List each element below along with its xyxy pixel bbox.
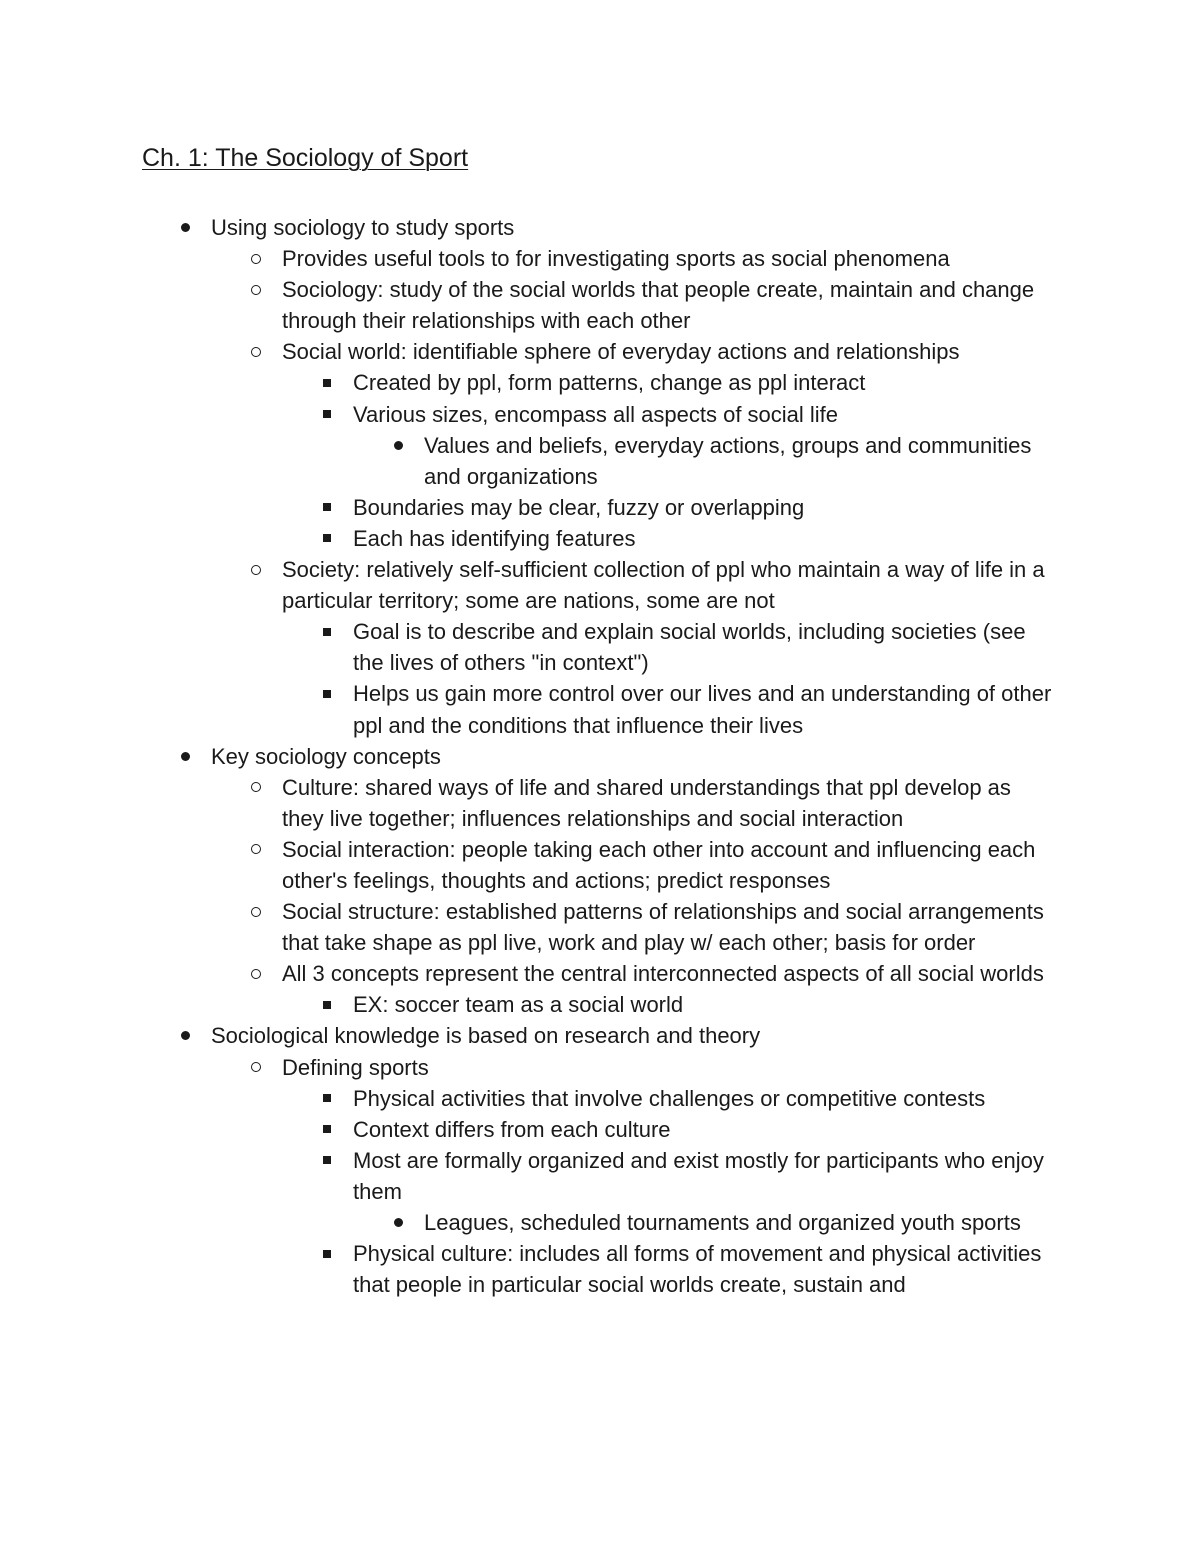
square-bullet-icon	[317, 1083, 337, 1114]
hollow-circle-bullet-icon	[246, 274, 266, 305]
list-item: Provides useful tools to for investigating sports as social phenomena	[0, 243, 1057, 274]
square-bullet-icon	[317, 523, 337, 554]
list-item: Key sociology concepts	[0, 741, 1051, 772]
square-bullet-icon	[317, 1238, 337, 1269]
hollow-circle-bullet-icon	[246, 772, 266, 803]
hollow-circle-bullet-icon	[246, 1052, 266, 1083]
list-item: Social world: identifiable sphere of everyday actions and relationships	[0, 336, 1057, 367]
list-item: Created by ppl, form patterns, change as ppl interact	[0, 367, 1053, 398]
hollow-circle-bullet-icon	[246, 336, 266, 367]
list-item: Using sociology to study sports	[0, 212, 1051, 243]
list-item: Context differs from each culture	[0, 1114, 1053, 1145]
page-title: Ch. 1: The Sociology of Sport	[142, 144, 469, 172]
square-bullet-icon	[317, 1114, 337, 1145]
list-item: Social structure: established patterns of relationships and social arrangements that take shape as ppl live, work and play w/ each other; basis for order	[0, 896, 1057, 958]
square-bullet-icon	[317, 989, 337, 1020]
list-item: Each has identifying features	[0, 523, 1053, 554]
list-item: Various sizes, encompass all aspects of social life	[0, 399, 1053, 430]
list-item: Most are formally organized and exist mostly for participants who enjoy them	[0, 1145, 1053, 1207]
square-bullet-icon	[317, 492, 337, 523]
list-item: Social interaction: people taking each other into account and influencing each other's feelings, thoughts and actions; predict responses	[0, 834, 1057, 896]
filled-dot-bullet-icon	[388, 1207, 408, 1238]
list-item: Goal is to describe and explain social worlds, including societies (see the lives of others "in context")	[0, 616, 1053, 678]
list-item: Defining sports	[0, 1052, 1057, 1083]
hollow-circle-bullet-icon	[246, 958, 266, 989]
filled-dot-bullet-icon	[388, 430, 408, 461]
hollow-circle-bullet-icon	[246, 243, 266, 274]
list-item: EX: soccer team as a social world	[0, 989, 1053, 1020]
list-item: Culture: shared ways of life and shared understandings that ppl develop as they live together; influences relationships and social interaction	[0, 772, 1057, 834]
list-item: All 3 concepts represent the central interconnected aspects of all social worlds	[0, 958, 1057, 989]
list-item: Physical culture: includes all forms of movement and physical activities that people in particular social worlds create, sustain and	[0, 1238, 1053, 1300]
list-item: Sociology: study of the social worlds that people create, maintain and change through their relationships with each other	[0, 274, 1057, 336]
filled-dot-bullet-icon	[175, 741, 195, 772]
hollow-circle-bullet-icon	[246, 834, 266, 865]
list-item: Sociological knowledge is based on research and theory	[0, 1020, 1051, 1051]
filled-dot-bullet-icon	[175, 212, 195, 243]
square-bullet-icon	[317, 367, 337, 398]
list-item: Helps us gain more control over our lives and an understanding of other ppl and the conditions that influence their lives	[0, 678, 1053, 740]
list-item: Boundaries may be clear, fuzzy or overlapping	[0, 492, 1053, 523]
filled-dot-bullet-icon	[175, 1020, 195, 1051]
hollow-circle-bullet-icon	[246, 896, 266, 927]
notes-outline	[0, 212, 1200, 1300]
list-item: Society: relatively self-sufficient collection of ppl who maintain a way of life in a particular territory; some are nations, some are not	[0, 554, 1057, 616]
hollow-circle-bullet-icon	[246, 554, 266, 585]
square-bullet-icon	[317, 1145, 337, 1176]
list-item: Leagues, scheduled tournaments and organized youth sports	[0, 1207, 1054, 1238]
square-bullet-icon	[317, 399, 337, 430]
list-item: Physical activities that involve challenges or competitive contests	[0, 1083, 1053, 1114]
square-bullet-icon	[317, 678, 337, 709]
square-bullet-icon	[317, 616, 337, 647]
list-item: Values and beliefs, everyday actions, groups and communities and organizations	[0, 430, 1054, 492]
